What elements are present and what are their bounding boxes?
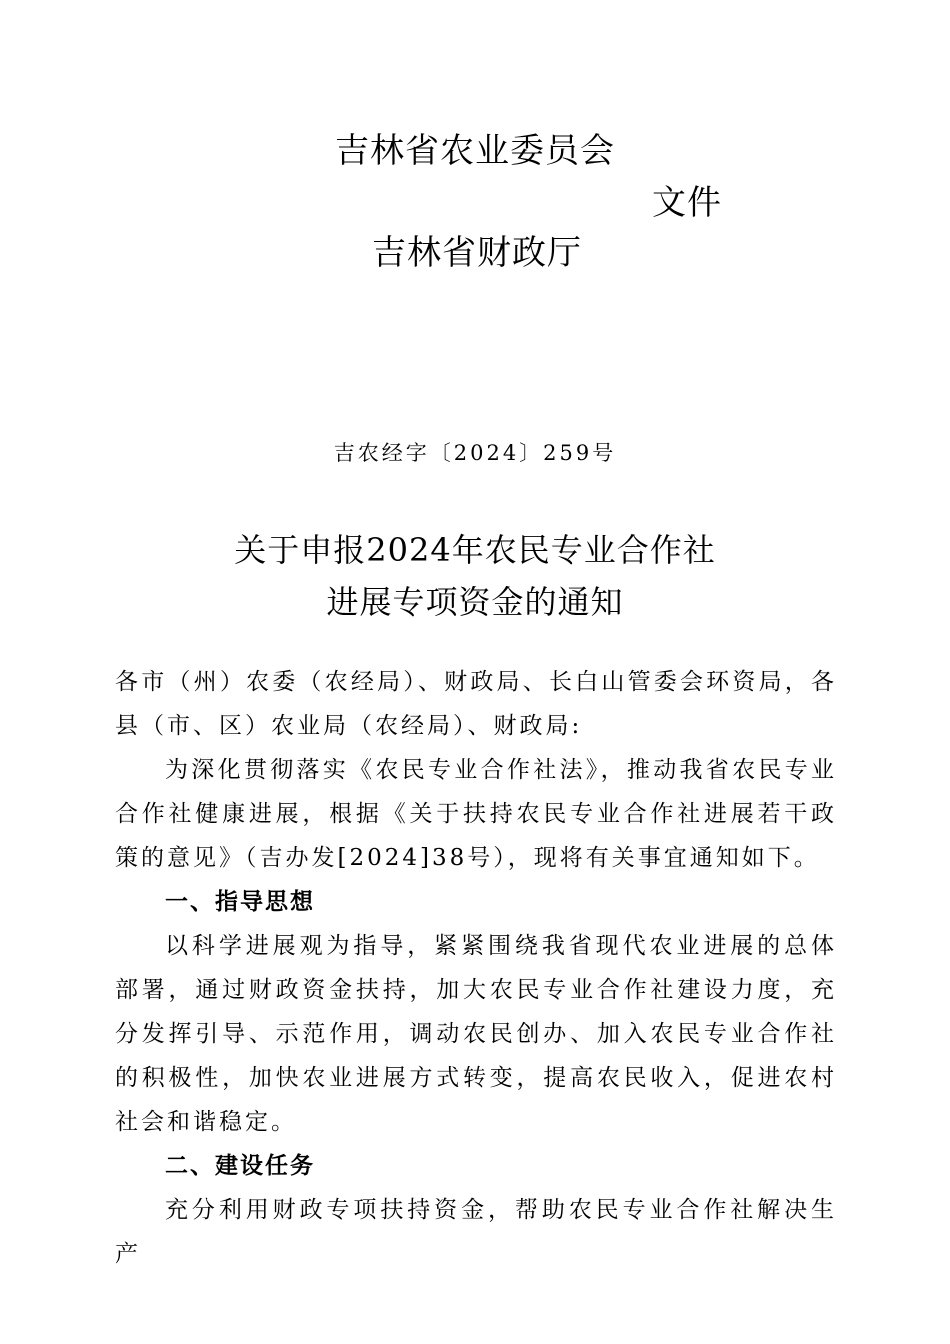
issuer-document-word: 文件 <box>652 183 722 223</box>
section-1-paragraph: 以科学进展观为指导，紧紧围绕我省现代农业进展的总体部署，通过财政资金扶持，加大农民专业合作社建设力度，充分发挥引导、示范作用，调动农民创办、加入农民专业合作社的积极性，加快农业进展方式转变，提高农民收入，促进农村社会和谐稳定。 <box>115 933 837 1135</box>
issuer-finance-department: 吉林省财政厅 <box>372 233 582 273</box>
section-2-paragraph: 充分利用财政专项扶持资金，帮助农民专业合作社解决生产 <box>115 1197 837 1267</box>
document-title-line-2: 进展专项资金的通知 <box>326 583 624 621</box>
section-2-heading: 二、建设任务 <box>165 1153 315 1179</box>
document-title-line-1: 关于申报2024年农民专业合作社 <box>234 531 716 569</box>
document-body <box>115 660 837 1276</box>
document-number: 吉农经字〔2024〕259号 <box>333 441 617 465</box>
addressee-paragraph: 各市（州）农委（农经局）、财政局、长白山管委会环资局，各县（市、区）农业局（农经局）、财政局: <box>115 669 837 739</box>
section-1-heading: 一、指导思想 <box>165 889 315 915</box>
issuer-agriculture-committee: 吉林省农业委员会 <box>335 131 615 171</box>
intro-paragraph: 为深化贯彻落实《农民专业合作社法》，推动我省农民专业合作社健康进展，根据《关于扶持农民专业合作社进展若干政策的意见》（吉办发[2024]38号），现将有关事宜通知如下。 <box>115 757 837 871</box>
